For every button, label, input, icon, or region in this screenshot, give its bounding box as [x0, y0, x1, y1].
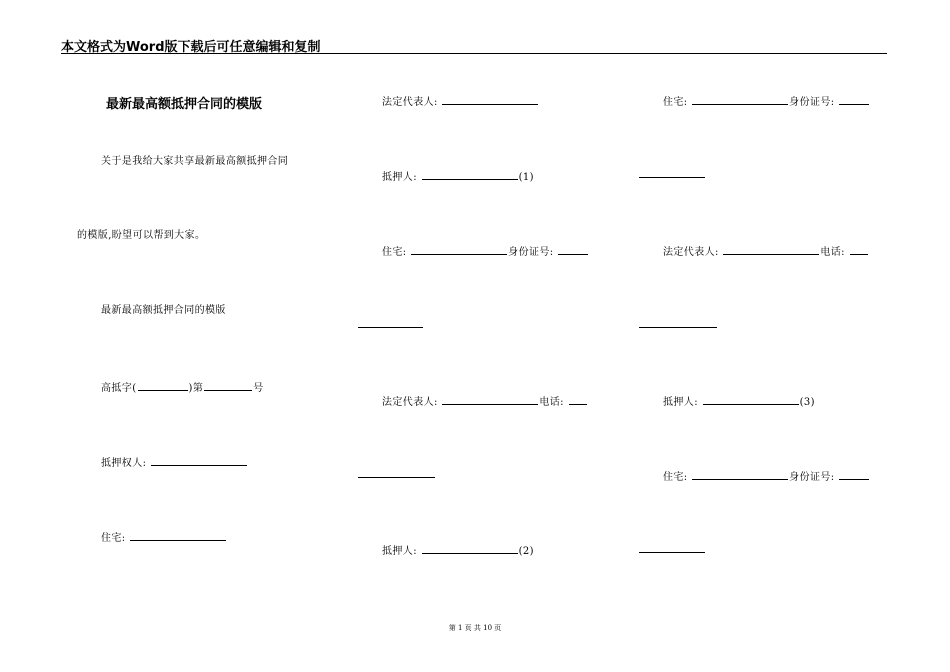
- mortgagor-2-blank: [422, 543, 518, 554]
- mortgagor-3-blank: [703, 394, 799, 405]
- mortgagor-label: 抵押人:: [382, 172, 417, 183]
- legal-rep-blank: [442, 394, 538, 405]
- residence-blank: [411, 244, 507, 255]
- contract-number-blank: [204, 380, 252, 391]
- document-title: 最新最高额抵押合同的模版: [106, 97, 263, 112]
- phone-label: 电话:: [820, 247, 845, 258]
- page-number-mid: 页 共: [464, 624, 481, 632]
- legal-rep-blank: [723, 244, 819, 255]
- mortgagor-3-line: [663, 394, 815, 409]
- residence-label: 住宅:: [101, 533, 126, 544]
- contract-number-prefix: 高抵字(: [101, 383, 137, 394]
- page-header: [61, 33, 887, 54]
- page-number-prefix: 第: [448, 624, 456, 632]
- id-label: 身份证号:: [789, 472, 835, 483]
- mortgagee-residence-line: [101, 530, 227, 545]
- document-subtitle: 最新最高额抵押合同的模版: [101, 305, 226, 316]
- legal-rep-label: 法定代表人:: [382, 397, 438, 408]
- mortgagor-label: 抵押人:: [382, 546, 417, 557]
- id-blank: [558, 244, 588, 255]
- continuation-rule: [639, 327, 717, 328]
- mortgagor-2-line: [382, 543, 534, 558]
- phone-label: 电话:: [539, 397, 564, 408]
- residence-label: 住宅:: [663, 97, 688, 108]
- mortgagor-1-number: (1): [518, 172, 534, 183]
- residence-label: 住宅:: [382, 247, 407, 258]
- mortgagee-line: [101, 455, 248, 470]
- mortgagor-3-number: (3): [799, 397, 815, 408]
- mortgagee-label: 抵押权人:: [101, 458, 147, 469]
- mortgagor-1-blank: [422, 169, 518, 180]
- residence-blank: [130, 530, 226, 541]
- contract-number-suffix: 号: [253, 383, 264, 394]
- legal-rep-label: 法定代表人:: [382, 97, 438, 108]
- mortgagor-3-residence-line: [663, 469, 870, 484]
- residence-blank: [692, 94, 788, 105]
- legal-rep-line-1: [382, 94, 539, 109]
- id-label: 身份证号:: [508, 247, 554, 258]
- contract-number-mid: )第: [188, 383, 204, 394]
- legal-rep-line-3: [663, 244, 869, 259]
- legal-rep-blank: [442, 94, 538, 105]
- phone-blank: [569, 394, 587, 405]
- id-label: 身份证号:: [789, 97, 835, 108]
- residence-blank: [692, 469, 788, 480]
- residence-label: 住宅:: [663, 472, 688, 483]
- mortgagor-label: 抵押人:: [663, 397, 698, 408]
- continuation-rule: [358, 477, 435, 478]
- phone-blank: [850, 244, 868, 255]
- page-number-current: 1: [457, 624, 463, 632]
- legal-rep-label: 法定代表人:: [663, 247, 719, 258]
- id-blank: [839, 469, 869, 480]
- mortgagor-2-residence-line: [663, 94, 870, 109]
- continuation-rule: [639, 552, 705, 553]
- page-number-suffix: 页: [494, 624, 502, 632]
- legal-rep-line-2: [382, 394, 588, 409]
- page-footer: [0, 623, 950, 633]
- mortgagor-1-line: [382, 169, 534, 184]
- continuation-rule: [358, 327, 423, 328]
- mortgagor-1-residence-line: [382, 244, 589, 259]
- id-blank: [839, 94, 869, 105]
- contract-number-year-blank: [138, 380, 188, 391]
- header-title: 本文格式为Word版下载后可任意编辑和复制: [61, 40, 321, 55]
- contract-number-line: [101, 380, 264, 395]
- intro-line-2: 的模版,盼望可以帮到大家。: [77, 230, 206, 241]
- mortgagor-2-number: (2): [518, 546, 534, 557]
- mortgagee-blank: [151, 455, 247, 466]
- intro-line-1: 关于是我给大家共享最新最高额抵押合同: [101, 156, 289, 167]
- continuation-rule: [639, 177, 705, 178]
- page-number-total: 10: [483, 624, 493, 632]
